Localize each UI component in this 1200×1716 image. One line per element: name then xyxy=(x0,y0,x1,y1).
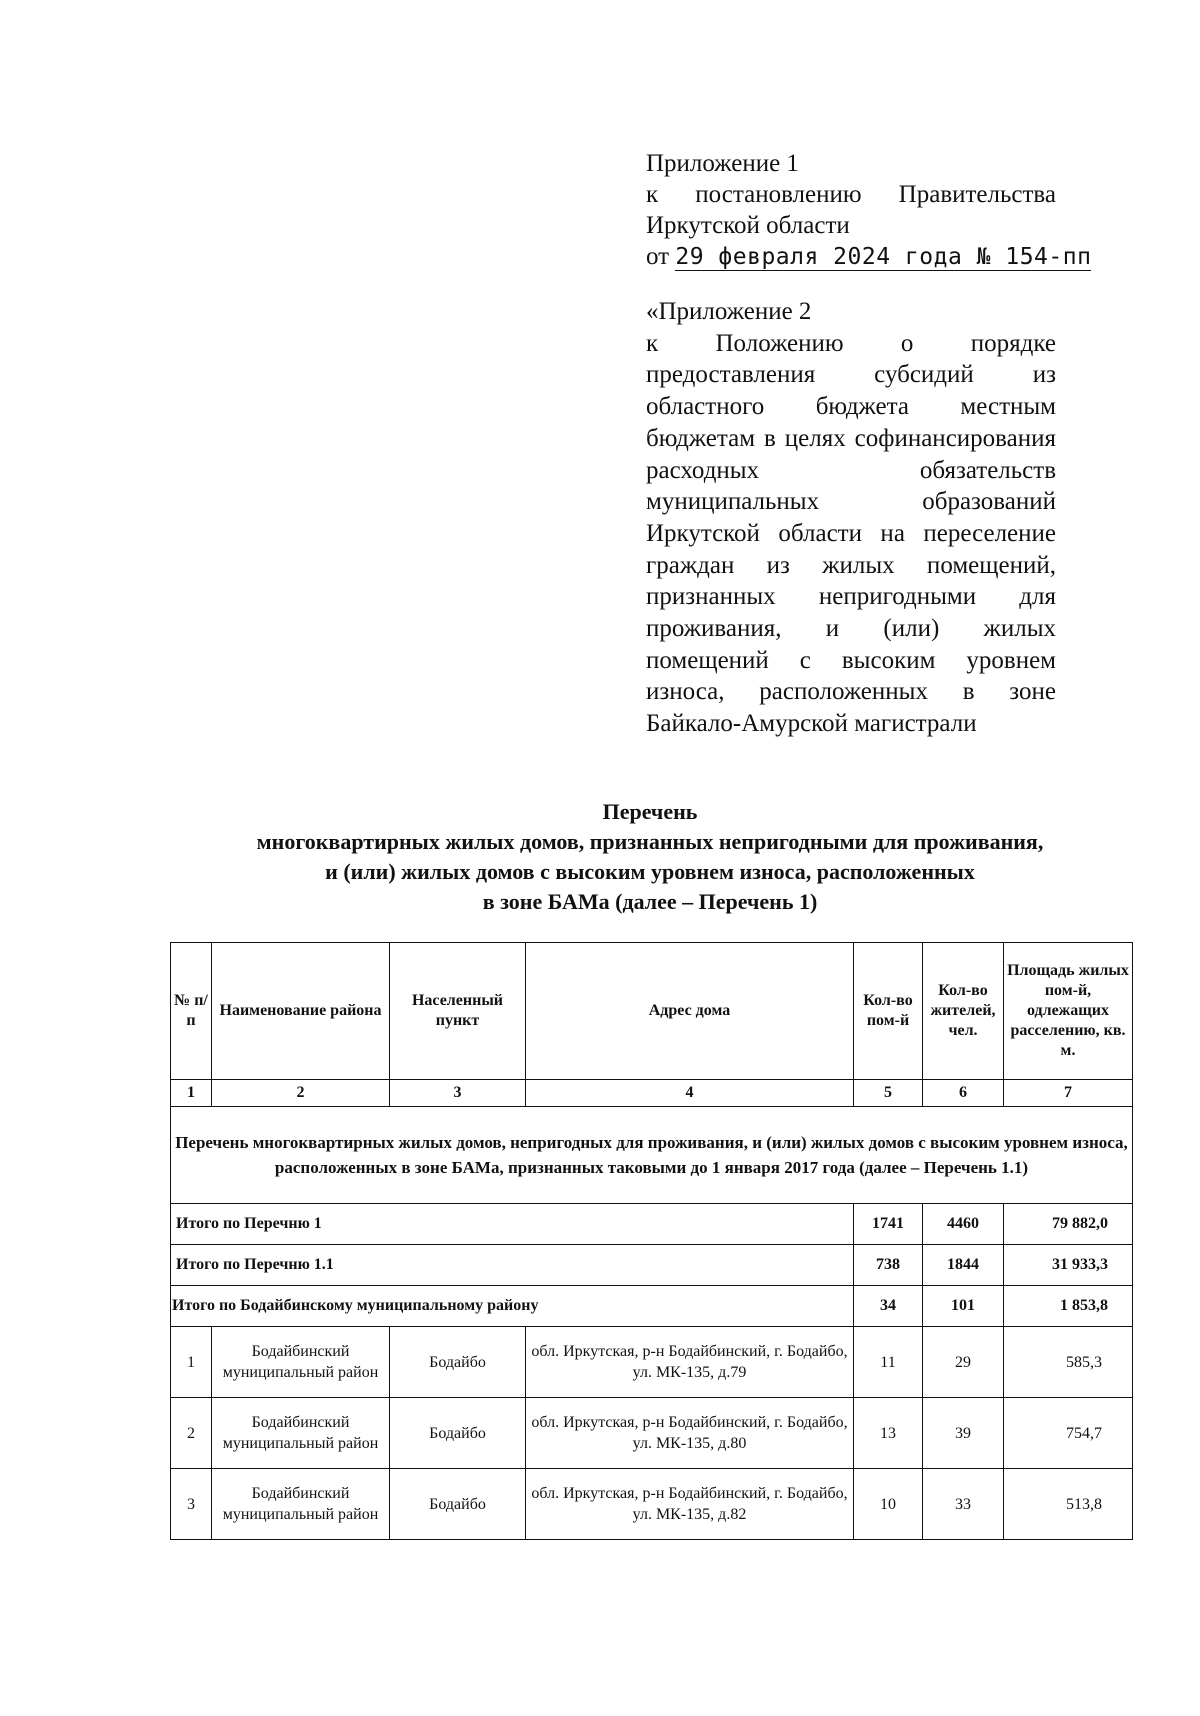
row-number: 3 xyxy=(171,1469,212,1540)
date-prefix: от xyxy=(646,243,670,270)
total-residents: 1844 xyxy=(923,1245,1004,1286)
column-number: 1 xyxy=(171,1080,212,1107)
column-number: 3 xyxy=(390,1080,526,1107)
section-title: Перечень многоквартирных жилых домов, непригодных для проживания, и (или) жилых домов с высоким уровнем износа, расположенных в зоне БАМа, признанных таковыми до 1 января 2017 года (далее – Перечень 1.1) xyxy=(171,1107,1133,1204)
row-residents: 39 xyxy=(923,1398,1004,1469)
header-number: № п/п xyxy=(171,943,212,1080)
column-number: 4 xyxy=(526,1080,854,1107)
total-label: Итого по Перечню 1 xyxy=(171,1204,854,1245)
total-label: Итого по Бодайбинскому муниципальному району xyxy=(171,1286,854,1327)
appendix-1-date-line xyxy=(646,241,1092,273)
table-row xyxy=(171,1398,1133,1469)
row-address: обл. Иркутская, р-н Бодайбинский, г. Бодайбо, ул. МК-135, д.82 xyxy=(526,1469,854,1540)
appendix-2-description: к Положению о порядке предоставления субсидий из областного бюджета местным бюджетам в целях софинансирования расходных обязательств муниципальных образований Иркутской области на переселение граждан из жилых помещений, признанных непригодными для проживания, и (или) жилых помещений с высоким уровнем износа, расположенных в зоне Байкало-Амурской магистрали xyxy=(646,329,1056,738)
resolution-date-number: 29 февраля 2024 года № 154-пп xyxy=(675,244,1092,270)
header-address: Адрес дома xyxy=(526,943,854,1080)
total-row xyxy=(171,1245,1133,1286)
total-rooms: 34 xyxy=(854,1286,923,1327)
row-address: обл. Иркутская, р-н Бодайбинский, г. Бодайбо, ул. МК-135, д.79 xyxy=(526,1327,854,1398)
total-area: 1 853,8 xyxy=(1004,1286,1133,1327)
row-address: обл. Иркутская, р-н Бодайбинский, г. Бодайбо, ул. МК-135, д.80 xyxy=(526,1398,854,1469)
appendix-2-title: «Приложение 2 xyxy=(646,298,812,325)
column-number: 7 xyxy=(1004,1080,1133,1107)
appendix-1-header xyxy=(646,148,1092,273)
total-label: Итого по Перечню 1.1 xyxy=(171,1245,854,1286)
row-rooms: 10 xyxy=(854,1469,923,1540)
appendix-1-resolution: к постановлению Правительства xyxy=(646,181,1056,208)
row-number: 2 xyxy=(171,1398,212,1469)
total-residents: 4460 xyxy=(923,1204,1004,1245)
header-area: Площадь жилых пом-й, одлежащих расселению, кв. м. xyxy=(1004,943,1133,1080)
row-settlement: Бодайбо xyxy=(390,1469,526,1540)
header-settlement: Населенный пункт xyxy=(390,943,526,1080)
title-line-3: и (или) жилых домов с высоким уровнем износа, расположенных xyxy=(325,859,975,884)
total-area: 79 882,0 xyxy=(1004,1204,1133,1245)
total-residents: 101 xyxy=(923,1286,1004,1327)
row-residents: 29 xyxy=(923,1327,1004,1398)
title-line-4: в зоне БАМа (далее – Перечень 1) xyxy=(482,889,818,914)
section-title-row xyxy=(171,1107,1133,1204)
row-residents: 33 xyxy=(923,1469,1004,1540)
header-rooms: Кол-во пом-й xyxy=(854,943,923,1080)
header-residents: Кол-во жителей, чел. xyxy=(923,943,1004,1080)
row-district: Бодайбинский муниципальный район xyxy=(212,1469,390,1540)
row-area: 513,8 xyxy=(1004,1469,1133,1540)
appendix-2-header xyxy=(646,296,1056,740)
row-area: 585,3 xyxy=(1004,1327,1133,1398)
row-area: 754,7 xyxy=(1004,1398,1133,1469)
column-number: 6 xyxy=(923,1080,1004,1107)
document-title xyxy=(160,797,1140,917)
total-row xyxy=(171,1286,1133,1327)
total-rooms: 738 xyxy=(854,1245,923,1286)
table-header-row xyxy=(171,943,1133,1080)
total-row xyxy=(171,1204,1133,1245)
column-number-row xyxy=(171,1080,1133,1107)
row-district: Бодайбинский муниципальный район xyxy=(212,1398,390,1469)
row-rooms: 13 xyxy=(854,1398,923,1469)
row-number: 1 xyxy=(171,1327,212,1398)
column-number: 5 xyxy=(854,1080,923,1107)
total-area: 31 933,3 xyxy=(1004,1245,1133,1286)
row-settlement: Бодайбо xyxy=(390,1398,526,1469)
table-row xyxy=(171,1469,1133,1540)
title-line-2: многоквартирных жилых домов, признанных непригодными для проживания, xyxy=(256,829,1044,854)
housing-list-table xyxy=(170,942,1133,1540)
row-district: Бодайбинский муниципальный район xyxy=(212,1327,390,1398)
row-settlement: Бодайбо xyxy=(390,1327,526,1398)
appendix-1-title: Приложение 1 xyxy=(646,150,799,177)
total-rooms: 1741 xyxy=(854,1204,923,1245)
header-district: Наименование района xyxy=(212,943,390,1080)
row-rooms: 11 xyxy=(854,1327,923,1398)
appendix-1-region: Иркутской области xyxy=(646,212,850,239)
title-line-1: Перечень xyxy=(602,799,698,824)
column-number: 2 xyxy=(212,1080,390,1107)
table-row xyxy=(171,1327,1133,1398)
